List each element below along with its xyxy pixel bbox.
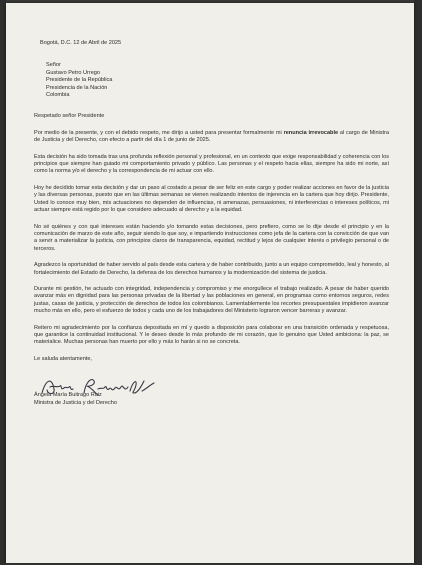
paragraph-1-start: Por medio de la presente, y con el debido respeto, me dirijo a usted para presentar formalmente mi <box>34 129 282 136</box>
paragraph-1-end: al cargo de Ministra de Justicia y del Derecho, con efecto a partir del día 1 de junio de 2025. <box>34 129 390 144</box>
paragraph-7: Reitero mi agradecimiento por la confianza depositada en mí y quedo a disposición para colaborar en una transición ordenada y respetuosa, que garantice la continuidad institucional. Y le deseo desde lo más profundo de mi corazón, que lo genuino que Usted ambiciona: la paz, se materialice. Muchas personas han muerto por ello y más lo harán si no se concreta. <box>34 324 389 346</box>
paragraph-5: Agradezco la oportunidad de haber servido al país desde esta cartera y de haber contribuido, junto a un equipo comprometido, leal y honesto, al fortalecimiento del Estado de Derecho, la defensa de los derechos humanos y la modernización del sistema de justicia. <box>34 262 389 276</box>
recipient-honorific: Señor <box>46 62 61 69</box>
closing: Le saluda atentamente, <box>34 355 92 362</box>
resignation-emphasis: renuncia irrevocable <box>283 129 339 136</box>
recipient-address <box>34 62 389 99</box>
letter-date: Bogotá, D.C. 12 de Abril de 2025 <box>40 40 122 46</box>
letter-page <box>6 3 414 563</box>
scan-border-right <box>414 0 422 565</box>
recipient-title-2: Presidencia de la Nación <box>46 84 108 91</box>
paragraph-4: No sé quiénes y con qué intereses están haciendo y/o tomando estas decisiones, pero prefiero, como se lo dije desde el principio y en la comunicación de marzo de este año, seguir siendo lo que soy, e impartiendo instrucciones como jefa de la cartera con la convicción de que van a servir a materializar la justicia, con principios claros de transparencia, equidad, rectitud y lejos de cualquier interés o privilegio personal o de terceros. <box>34 223 389 252</box>
recipient-name: Gustavo Petro Urrego <box>46 69 100 76</box>
paragraph-1 <box>34 130 389 145</box>
recipient-title-1: Presidente de la República <box>46 77 113 84</box>
paragraph-2: Esta decisión ha sido tomada tras una profunda reflexión personal y profesional, en un contexto que exige responsabilidad y coherencia con los principios que siempre han guiado mi comportamiento privado y público. Las personas y el respeto hacia ellas, siempre ha sido mi norte, así como la norma y/o el derecho y la correspondencia de mi actuar con ello. <box>34 153 389 175</box>
salutation: Respetado señor Presidente <box>34 113 105 120</box>
signatory-name: Ángela María Buitrago Ruiz <box>34 392 102 399</box>
paragraph-6: Durante mi gestión, he actuado con integridad, independencia y compromiso y me enorgullece el trabajo realizado. A pesar de haber querido avanzar más en dignidad para las personas privadas de la libertad y las poblaciones en general, en programas como entornos seguros, redes justas, casas de justicia, y protección de derechos de todos los colombianos. Lamentablemente los recortes presupuestales impidieron avanzar mucho más en ello, pero el esfuerzo de todos y cada uno de los trabajadores del Ministerio lograron vencer barreras y avanzar. <box>34 285 389 315</box>
letter-body <box>34 40 389 407</box>
handwritten-signature-icon <box>38 371 158 401</box>
recipient-country: Colombia <box>46 92 70 99</box>
signature-block <box>34 379 389 407</box>
paragraph-3: Hoy he decidido tomar esta decisión y dar un paso al costado a pesar de ser feliz en este cargo y poder realizar acciones en favor de la justicia y las diversas personas, puesto que en las últimas semanas se vienen realizando intentos de injerencia en la cartera que hoy dirijo. Presidente, Usted lo conoce muy bien, mis actuaciones no dependen de influencias, ni amenazas, persuasiones, ni interferencias o intereses políticos, mi actuar siempre está regido por lo que considero adecuado al derecho y a la equidad. <box>34 184 389 214</box>
signatory-title: Ministra de Justicia y del Derecho <box>34 399 117 406</box>
